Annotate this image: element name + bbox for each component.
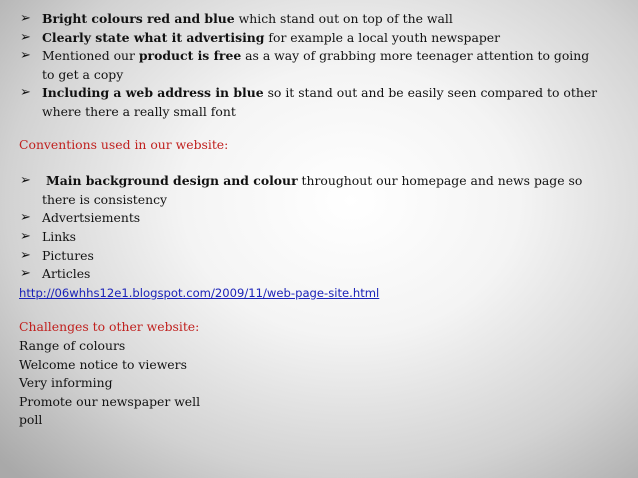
challenge-line: Range of colours	[19, 337, 126, 353]
arrowhead-bullet-icon: ➢	[20, 173, 31, 189]
list-item	[19, 228, 604, 247]
list-item	[19, 209, 604, 228]
website-link[interactable]: http://06whhs12e1.blogspot.com/2009/11/web-page-site.html	[19, 285, 380, 300]
feature-list	[19, 10, 604, 122]
item-bold-text: product is free	[138, 48, 242, 64]
item-text: Links	[42, 228, 77, 244]
conventions-list	[19, 172, 604, 284]
arrowhead-bullet-icon: ➢	[20, 247, 31, 263]
item-text: which stand out on top of the wall	[234, 11, 453, 26]
arrowhead-bullet-icon: ➢	[20, 11, 31, 26]
item-text: Pictures	[42, 247, 94, 263]
item-text: Articles	[42, 266, 91, 282]
item-text: Mentioned our	[42, 48, 139, 64]
item-text: for example a local youth newspaper	[264, 29, 501, 45]
item-bold-text: Main background design and colour	[46, 173, 298, 189]
arrowhead-bullet-icon: ➢	[20, 48, 31, 64]
item-text: Advertsiements	[42, 210, 141, 226]
arrowhead-bullet-icon: ➢	[20, 85, 31, 101]
challenge-line: poll	[19, 412, 43, 428]
conventions-heading: Conventions used in our website:	[19, 136, 229, 152]
challenge-line: Very informing	[19, 375, 113, 391]
item-text: throughout our homepage and news page so there is consistency	[42, 173, 583, 207]
arrowhead-bullet-icon: ➢	[20, 266, 31, 282]
arrowhead-bullet-icon: ➢	[20, 210, 31, 226]
list-item	[19, 172, 604, 209]
item-bold-text: Bright colours red and blue	[42, 11, 235, 26]
list-item	[19, 47, 604, 84]
list-item	[19, 247, 604, 266]
challenges-heading: Challenges to other website:	[19, 319, 200, 335]
item-text: so it stand out and be easily seen compared to other where there a really small font	[42, 85, 598, 119]
arrowhead-bullet-icon: ➢	[20, 29, 31, 45]
list-item	[19, 84, 604, 121]
list-item	[19, 10, 604, 29]
item-bold-text: Clearly state what it advertising	[42, 29, 265, 45]
challenge-line: Welcome notice to viewers	[19, 356, 187, 372]
item-bold-text: Including a web address in blue	[42, 85, 264, 101]
list-item	[19, 265, 604, 284]
arrowhead-bullet-icon: ➢	[20, 228, 31, 244]
item-text: as a way of grabbing more teenager attention to going to get a copy	[42, 48, 590, 82]
list-item	[19, 29, 604, 48]
challenge-line: Promote our newspaper well	[19, 393, 201, 409]
